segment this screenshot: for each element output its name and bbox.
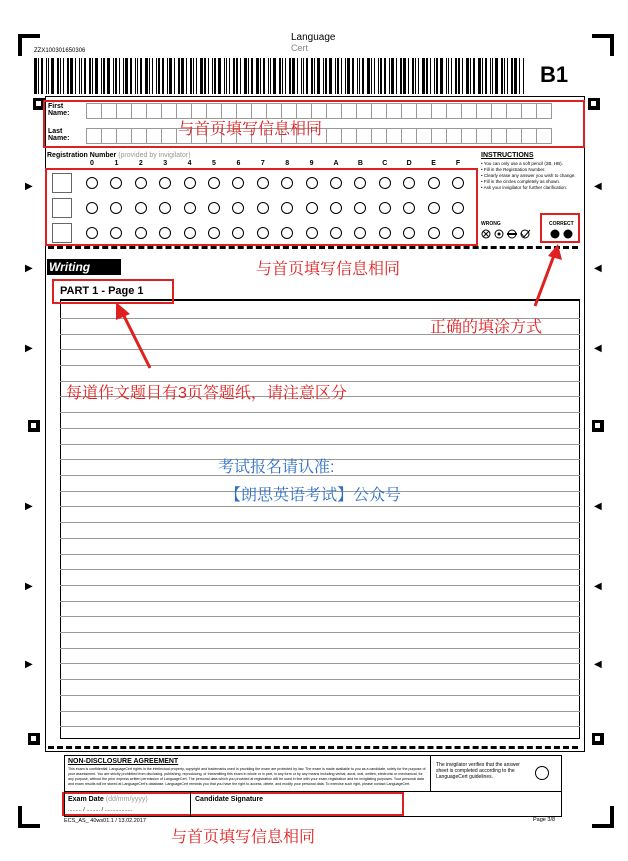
form-code: ECS_AS_ 40ws01.1 / 13.02.2017 <box>64 818 146 824</box>
annotation-three-pages: 每道作文题目有3页答题纸，请注意区分 <box>66 385 347 402</box>
logo-line1: Language <box>291 32 336 43</box>
left-arrow-icon: ◀ <box>594 181 602 192</box>
section-tab: Writing <box>47 259 121 275</box>
instruction-item: • Clearly erase any answer you wish to change. <box>481 173 576 178</box>
verify-text: The invigilator verifies that the answer sheet is completed according to the LanguageCert guidelines. <box>436 762 520 780</box>
right-arrow-icon: ▶ <box>25 181 33 192</box>
left-arrow-icon: ◀ <box>594 501 602 512</box>
left-arrow-icon: ◀ <box>594 581 602 592</box>
annotation-same-info: 与首页填写信息相同 <box>256 261 401 278</box>
exam-date-label: Exam Date (dd/mm/yyyy) <box>68 796 148 803</box>
registration-column-label: C <box>382 160 388 167</box>
registration-column-label: 0 <box>90 160 94 167</box>
registration-column-label: 8 <box>285 160 290 167</box>
left-arrow-icon: ◀ <box>594 659 602 670</box>
registration-column-label: F <box>455 160 461 167</box>
registration-column-label: A <box>333 160 339 167</box>
left-arrow-icon: ◀ <box>594 263 602 274</box>
registration-column-label: 2 <box>138 160 143 167</box>
correct-label: CORRECT <box>549 221 574 227</box>
annotation-same-info: 与首页填写信息相同 <box>171 829 316 846</box>
verify-bubble[interactable] <box>535 766 549 780</box>
left-arrow-icon: ◀ <box>594 343 602 354</box>
registration-column-label: 5 <box>212 160 216 167</box>
right-arrow-icon: ▶ <box>25 581 33 592</box>
logo-line2: Cert <box>291 43 309 53</box>
instructions-title: INSTRUCTIONS <box>481 152 534 159</box>
signature-label: Candidate Signature <box>195 796 264 803</box>
exam-date-field[interactable]: ......... / ......... / .................. <box>68 807 133 813</box>
wrong-label: WRONG <box>481 221 501 227</box>
level-label: B1 <box>540 62 569 87</box>
annotation-correct-fill: 正确的填涂方式 <box>430 319 543 336</box>
registration-column-label: B <box>357 160 363 167</box>
instruction-item: • You can only use a soft pencil (2B, HB). <box>481 161 563 166</box>
nda-text: This exam is confidential. LanguageCert rights in the intellectual property, copyright and trademarks used in providing the exam are protected by law. The exam is made available to you as a candidate, solely for the purpose of your assessment. You are strictly prohibited from disclosing, publishing, reproducing, or transmitting this exam in whole or in part, in any form or by any means including verbal, aural, oral, written, electronic or mechanical, for any purpose, without the prior express written permission of LanguageCert. The personal data which you provided at registration will be used in line with your exam registration and for invigilating purposes. Your personal data and exam results will be stored at LanguageCert's database. LanguageCert reminds you that you have the right to access, delete, and modify your personal data. To exercise such right, please contact LanguageCert. <box>68 767 426 786</box>
instruction-item: • Fill in the circles completely as shown. <box>481 179 561 184</box>
footer-divider <box>190 791 191 817</box>
registration-column-label: E <box>431 160 436 167</box>
right-arrow-icon: ▶ <box>25 343 33 354</box>
registration-column-label: 6 <box>236 160 241 167</box>
registration-column-label: D <box>406 160 412 167</box>
last-name-label: Last Name: <box>48 128 70 142</box>
registration-column-label: 9 <box>309 160 314 167</box>
footer-divider <box>64 791 562 792</box>
barcode-id: ZZX100301650306 <box>34 48 86 54</box>
registration-column-label: 3 <box>163 160 168 167</box>
nda-title: NON-DISCLOSURE AGREEMENT <box>68 758 179 765</box>
official-account-line1: 考试报名请认准: <box>218 459 335 476</box>
registration-column-label: 1 <box>114 160 119 167</box>
registration-column-label: 4 <box>187 160 192 167</box>
official-account-line2: 【朗思英语考试】公众号 <box>225 487 402 504</box>
page-number: Page 3/8 <box>533 817 556 823</box>
right-arrow-icon: ▶ <box>25 659 33 670</box>
registration-column-label: 7 <box>260 160 265 167</box>
footer-divider <box>430 755 431 791</box>
part-label: PART 1 - Page 1 <box>60 285 144 297</box>
instruction-item: • Fill in the Registration Number. <box>481 167 546 172</box>
right-arrow-icon: ▶ <box>25 501 33 512</box>
right-arrow-icon: ▶ <box>25 263 33 274</box>
instruction-item: • Ask your invigilator for further clarification. <box>481 185 568 190</box>
first-name-label: First Name: <box>48 103 70 117</box>
registration-title: Registration Number (provided by invigilator) <box>47 152 191 159</box>
annotation-same-info: 与首页填写信息相同 <box>178 121 323 138</box>
